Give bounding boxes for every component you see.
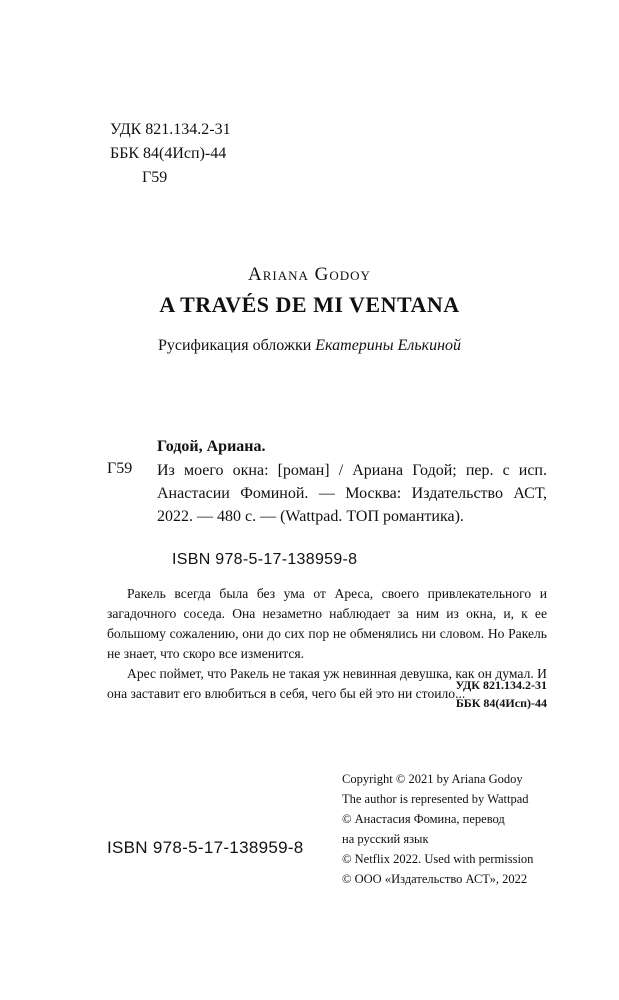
catalog-author-mark: Г59 [107, 460, 133, 477]
annotation-paragraph-2: Арес поймет, что Ракель не такая уж невинная девушка, как он думал. И она заставит его влюбиться в себя, чего бы ей это ни стоило... [107, 666, 547, 701]
copyright-line-3: © Анастасия Фомина, перевод [342, 812, 505, 826]
copyright-line-5: © Netflix 2022. Used with permission [342, 852, 534, 866]
classification-codes [110, 118, 231, 190]
catalog-isbn: ISBN 978-5-17-138959-8 [172, 551, 358, 568]
annotation-paragraph-1: Ракель всегда была без ума от Ареса, своего привлекательного и загадочного соседа. Она незаметно наблюдает за ним из окна, и, к ее большому сожалению, они до сих пор не обменялись ни словом. Но Ракель не знает, что скоро все изменится. [107, 586, 547, 661]
bbk-code: ББК 84(4Исп)-44 [110, 145, 227, 162]
annotation-udk: УДК 821.134.2-31 [455, 678, 547, 692]
bottom-isbn: ISBN 978-5-17-138959-8 [107, 838, 304, 857]
cover-credit [0, 337, 619, 355]
copyright-line-2: The author is represented by Wattpad [342, 792, 529, 806]
annotation-bbk: ББК 84(4Исп)-44 [455, 696, 547, 710]
cover-credit-prefix: Русификация обложки [157, 337, 316, 354]
catalog-description-text: Из моего окна: [роман] / Ариана Годой; пер. с исп. Анастасии Фоминой. — Москва: Издательство АСТ, 2022. — 480 с. — (Wattpad. ТОП романтика). [157, 462, 547, 525]
annotation-codes [455, 676, 547, 712]
original-title: A TRAVÉS DE MI VENTANA [159, 292, 460, 317]
copyright-line-1: Copyright © 2021 by Ariana Godoy [342, 772, 523, 786]
udk-code: УДК 821.134.2-31 [110, 121, 231, 138]
original-author: Ariana Godoy [248, 264, 371, 285]
catalog-description [157, 459, 547, 528]
catalog-author-heading: Годой, Ариана. [157, 438, 266, 455]
copyright-block [342, 769, 533, 889]
cover-credit-name: Екатерины Елькиной [315, 337, 462, 354]
copyright-line-4: на русский язык [342, 832, 429, 846]
author-mark: Г59 [142, 169, 168, 186]
copyright-line-6: © ООО «Издательство АСТ», 2022 [342, 872, 528, 886]
